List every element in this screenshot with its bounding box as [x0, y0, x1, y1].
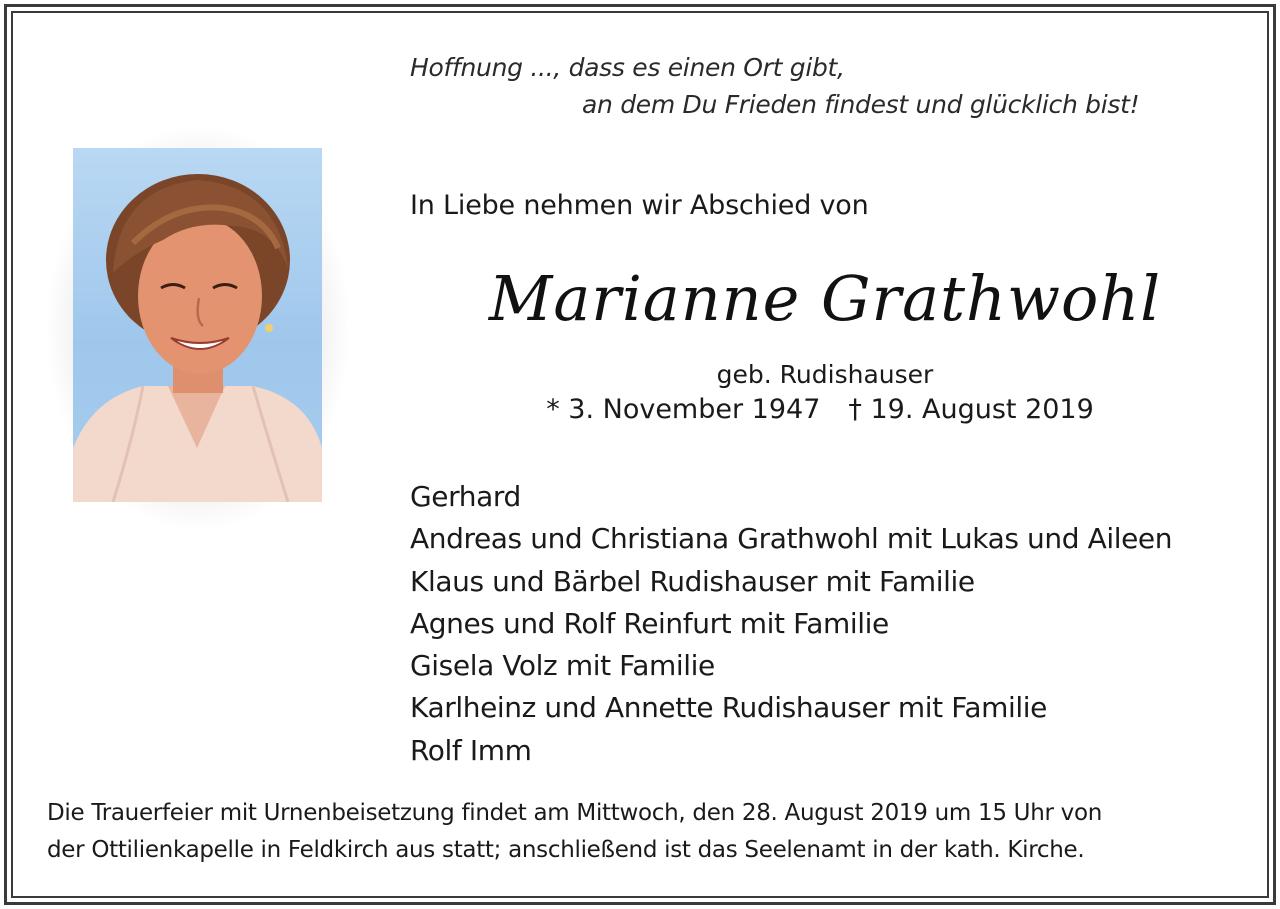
- mourner-item: Agnes und Rolf Reinfurt mit Familie: [410, 606, 889, 640]
- mourner-item: Karlheinz und Annette Rudishauser mit Familie: [410, 691, 1047, 725]
- quote-line-1: Hoffnung ..., dass es einen Ort gibt,: [410, 53, 845, 82]
- mourner-item: Klaus und Bärbel Rudishauser mit Familie: [410, 564, 975, 598]
- death-date: † 19. August 2019: [848, 394, 1094, 425]
- birth-date: * 3. November 1947: [546, 394, 821, 425]
- ceremony-line-1: Die Trauerfeier mit Urnenbeisetzung findet am Mittwoch, den 28. August 2019 um 15 Uhr von: [47, 800, 1102, 826]
- mourner-item: Gisela Volz mit Familie: [410, 649, 715, 683]
- deceased-name: Marianne Grathwohl: [488, 262, 1162, 335]
- quote-line-2: an dem Du Frieden findest und glücklich bist!: [582, 90, 1140, 119]
- ceremony-notice: [47, 795, 1247, 869]
- mourner-item: Rolf Imm: [410, 733, 532, 767]
- mourner-item: Andreas und Christiana Grathwohl mit Lukas und Aileen: [410, 522, 1173, 556]
- mourner-item: Gerhard: [410, 480, 521, 513]
- life-dates: [520, 394, 1120, 425]
- mourners-list: [410, 476, 1172, 772]
- birth-name: geb. Rudishauser: [716, 360, 934, 389]
- portrait-photo: [73, 148, 322, 502]
- portrait-icon: [73, 148, 322, 502]
- ceremony-line-2: der Ottilienkapelle in Feldkirch aus statt; anschließend ist das Seelenamt in der kath. Kirche.: [47, 837, 1085, 863]
- intro-text: In Liebe nehmen wir Abschied von: [410, 190, 869, 221]
